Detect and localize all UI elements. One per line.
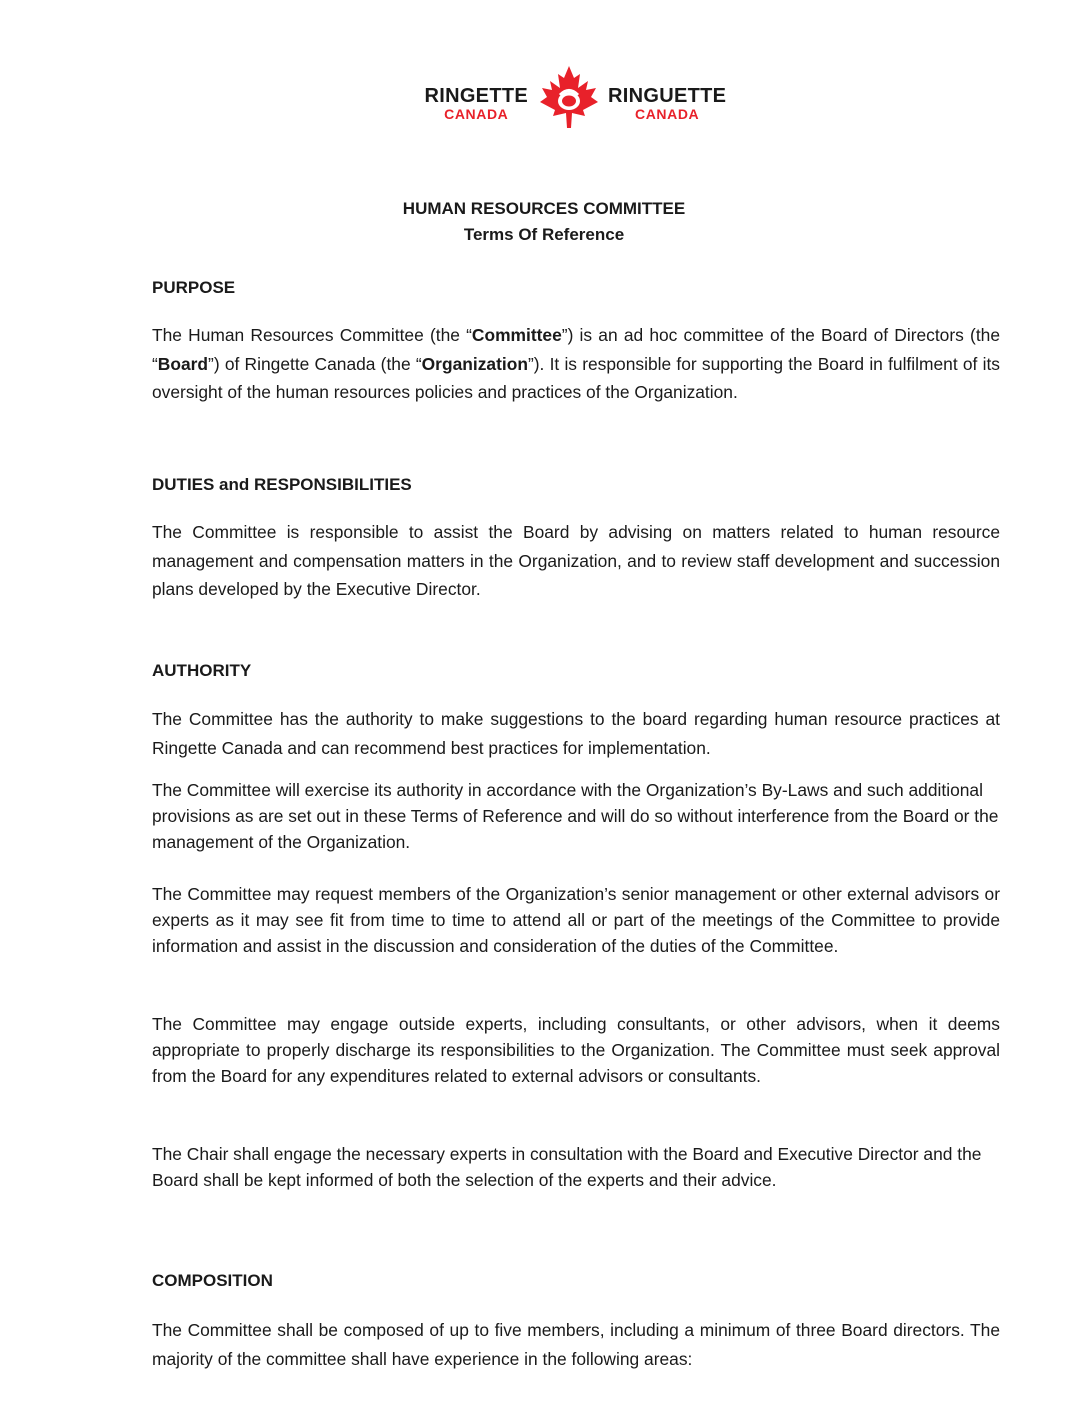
term-committee: Committee: [471, 325, 562, 345]
heading-composition: COMPOSITION: [152, 1271, 273, 1290]
purpose-text-1: The Human Resources Committee (the “: [152, 325, 472, 345]
authority-paragraph-1: The Committee has the authority to make suggestions to the board regarding human resource practices at Ringette Canada and can recommend best practices for implementation.: [152, 709, 1000, 758]
term-organization: Organization: [421, 353, 528, 374]
authority-paragraph-4: The Committee may engage outside experts, including consultants, or other advisors, when it deems appropriate to properly discharge its responsibilities to the Organization. The Committee must seek approval from the Board for any expenditures related to external advisors or consultants.: [152, 1014, 1000, 1086]
organization-logo: [0, 64, 1088, 136]
logo-right-sub: CANADA: [635, 106, 700, 122]
composition-paragraph: The Committee shall be composed of up to five members, including a minimum of three Board directors. The majority of the committee shall have experience in the following areas:: [152, 1320, 1000, 1369]
logo-english: [424, 86, 528, 121]
document-title: HUMAN RESOURCES COMMITTEE: [402, 199, 686, 218]
logo-french: [608, 86, 726, 121]
logo-left-word: RINGETTE: [424, 85, 528, 107]
authority-paragraph-5: The Chair shall engage the necessary experts in consultation with the Board and Executive Director and the Board shall be kept informed of both the selection of the experts and their advice.: [152, 1144, 982, 1190]
logo-right-word: RINGUETTE: [608, 85, 727, 107]
purpose-text-3: ”) of Ringette Canada (the “: [208, 353, 422, 374]
purpose-text-2: ”) is an ad hoc committee of the Board of Directors (the “: [152, 325, 1000, 374]
heading-authority: AUTHORITY: [152, 661, 252, 680]
authority-paragraph-3: The Committee may request members of the Organization’s senior management or other external advisors or experts as it may see fit from time to time to attend all or part of the meetings of the Committee to provide information and assist in the discussion and consideration of the duties of the Committee.: [152, 884, 1000, 956]
document-subtitle: Terms Of Reference: [463, 225, 625, 244]
duties-paragraph: The Committee is responsible to assist the Board by advising on matters related to human resource management and compensation matters in the Organization, and to review staff development and succession plans developed by the Executive Director.: [152, 522, 1000, 599]
logo-left-sub: CANADA: [444, 106, 509, 122]
maple-leaf-ring-icon: [536, 64, 602, 130]
heading-purpose: PURPOSE: [152, 278, 236, 297]
heading-duties: DUTIES and RESPONSIBILITIES: [152, 475, 412, 494]
authority-paragraph-2: The Committee will exercise its authority in accordance with the Organization’s By-Laws and such additional provisions as are set out in these Terms of Reference and will do so without interference from the Board or the management of the Organization.: [152, 780, 999, 852]
purpose-text-4: ”). It is responsible for supporting the Board in fulfilment of its oversight of the human resources policies and practices of the Organization.: [152, 353, 1000, 402]
term-board: Board: [157, 353, 209, 374]
purpose-paragraph: [152, 321, 1000, 407]
